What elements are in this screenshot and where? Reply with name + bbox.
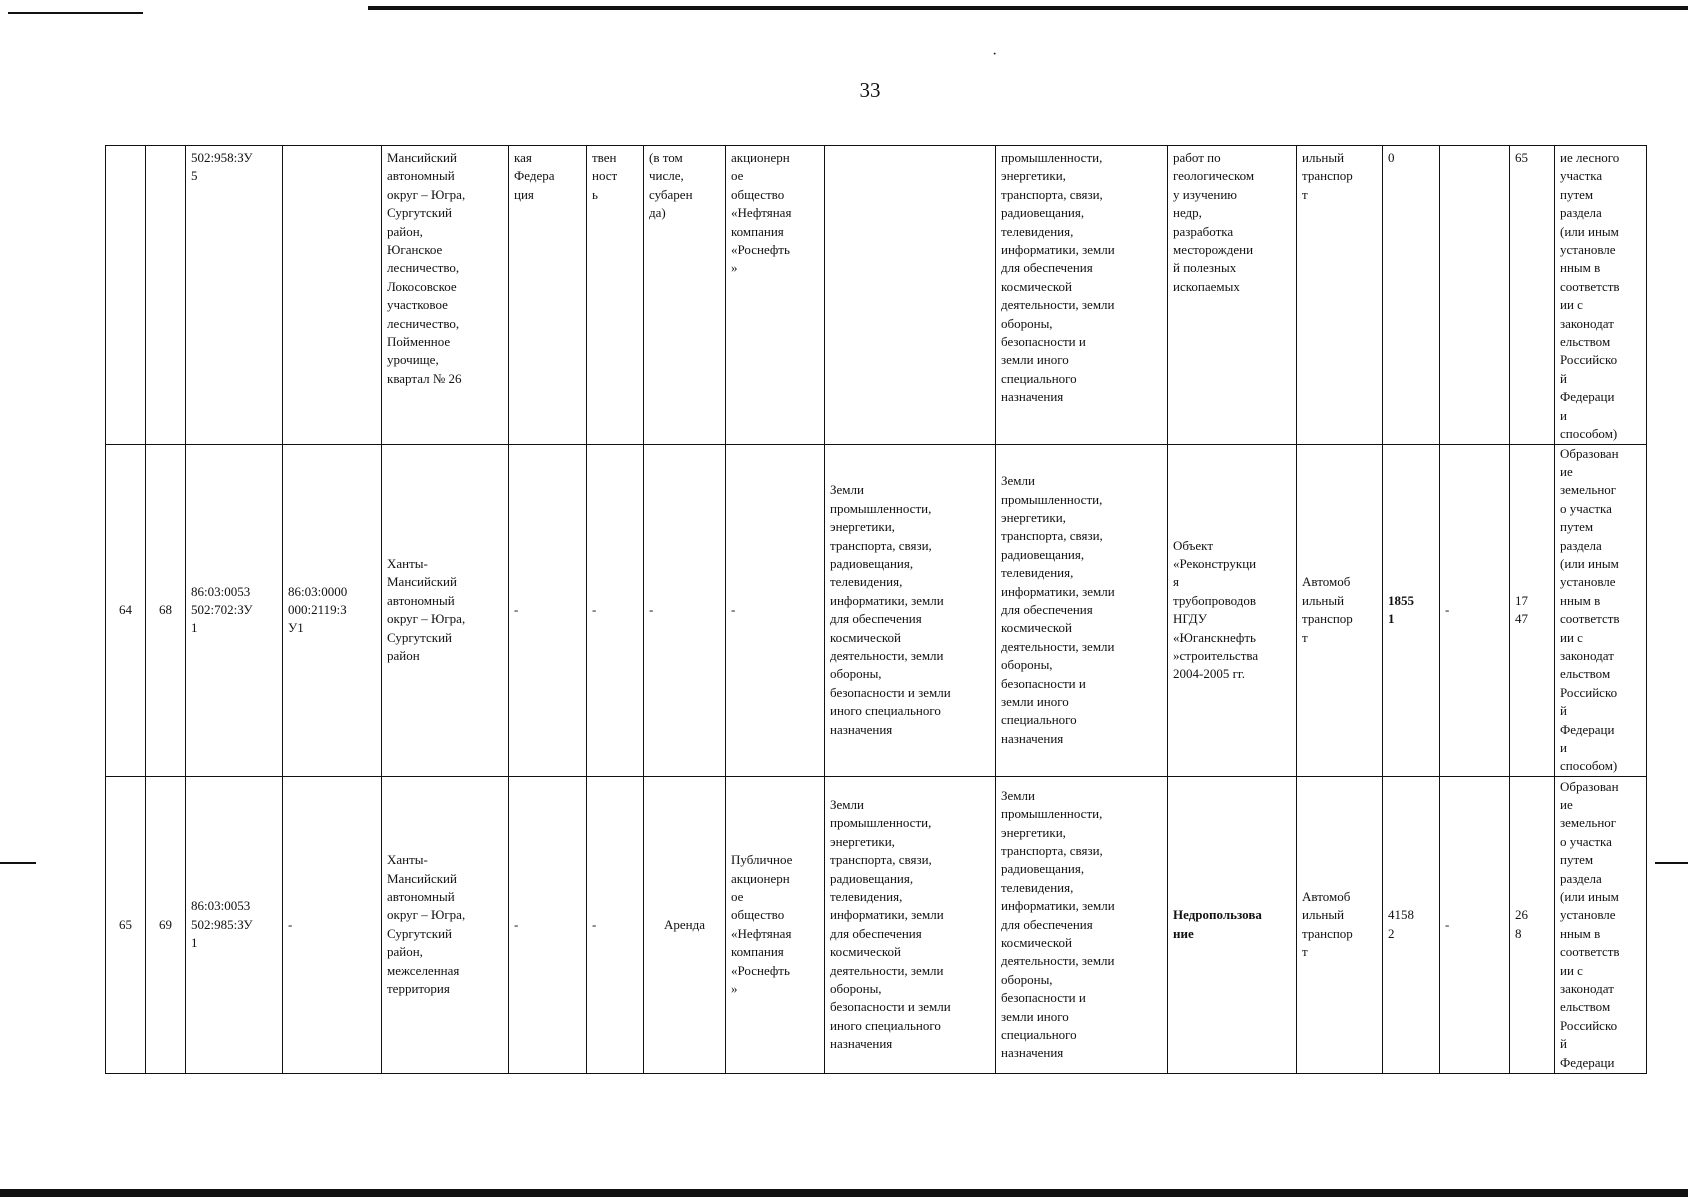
cell-area-existing: - — [1440, 444, 1510, 776]
cell-land-category-new: Земли промышленности, энергетики, транспорта, связи, радиовещания, телевидения, информатики, земли для обеспечения космической деятельности, земли обороны, безопасности и земли иного специального назначения — [996, 444, 1168, 776]
cell-area: 0 — [1383, 146, 1440, 445]
cell-encumbrance: - — [644, 444, 726, 776]
scan-edge-top-left — [8, 12, 143, 14]
cell-cadastral-number: 86:03:0053 502:985:ЗУ 1 — [186, 776, 283, 1073]
cell-source-cadastral-number: - — [283, 776, 382, 1073]
cell-area-formed: 65 — [1510, 146, 1555, 445]
cell-encumbrance: (в том числе, субарен да) — [644, 146, 726, 445]
cell-land-category: Земли промышленности, энергетики, транспорта, связи, радиовещания, телевидения, информатики, земли для обеспечения космической деятельности, земли обороны, безопасности и земли иного специального назначения — [825, 444, 996, 776]
cell-location: Ханты- Мансийский автономный округ – Югра, Сургутский район — [382, 444, 509, 776]
scan-edge-top — [368, 6, 1688, 10]
cell-right-type: - — [587, 444, 644, 776]
cell-row-number: 65 — [106, 776, 146, 1073]
land-register-table — [105, 145, 1647, 1074]
cell-item-number: 68 — [146, 444, 186, 776]
scan-dot: · — [992, 46, 998, 63]
cell-source-cadastral-number: 86:03:0000 000:2119:З У1 — [283, 444, 382, 776]
cell-right-type: твен ност ь — [587, 146, 644, 445]
cell-encumbrance: Аренда — [644, 776, 726, 1073]
cell-location: Мансийский автономный округ – Югра, Сургутский район, Юганское лесничество, Локосовское участковое лесничество, Пойменное урочище, квартал № 26 — [382, 146, 509, 445]
cell-land-category — [825, 146, 996, 445]
cell-area-existing: - — [1440, 776, 1510, 1073]
cell-land-category: Земли промышленности, энергетики, транспорта, связи, радиовещания, телевидения, информатики, земли для обеспечения космической деятельности, земли обороны, безопасности и земли иного специального назначения — [825, 776, 996, 1073]
cell-item-number: 69 — [146, 776, 186, 1073]
table-row — [106, 444, 1647, 776]
cell-area-existing — [1440, 146, 1510, 445]
cell-permitted-use: Недропользова ние — [1168, 776, 1297, 1073]
scan-edge-bottom — [0, 1189, 1688, 1197]
cell-land-category-new: промышленности, энергетики, транспорта, связи, радиовещания, телевидения, информатики, земли для обеспечения космической деятельности, земли обороны, безопасности и земли иного специального назначения — [996, 146, 1168, 445]
table-row — [106, 776, 1647, 1073]
cell-area: 4158 2 — [1383, 776, 1440, 1073]
cell-formation-method: Образован ие земельног о участка путем раздела (или иным установле нным в соответств ии с законодат ельством Российско й Федераци и способом) — [1555, 444, 1647, 776]
cell-item-number — [146, 146, 186, 445]
cell-purpose: Автомоб ильный транспор т — [1297, 776, 1383, 1073]
cell-right-type: - — [587, 776, 644, 1073]
cell-row-number — [106, 146, 146, 445]
cell-cadastral-number: 502:958:ЗУ 5 — [186, 146, 283, 445]
cell-land-category-new: Земли промышленности, энергетики, транспорта, связи, радиовещания, телевидения, информатики, земли для обеспечения космической деятельности, земли обороны, безопасности и земли иного специального назначения — [996, 776, 1168, 1073]
cell-permitted-use: Объект «Реконструкци я трубопроводов НГДУ «Юганскнефть »строительства 2004-2005 гг. — [1168, 444, 1297, 776]
cell-purpose: ильный транспор т — [1297, 146, 1383, 445]
cell-formation-method: ие лесного участка путем раздела (или иным установле нным в соответств ии с законодат ельством Российско й Федераци и способом) — [1555, 146, 1647, 445]
cell-formation-method: Образован ие земельног о участка путем раздела (или иным установле нным в соответств ии с законодат ельством Российско й Федераци — [1555, 776, 1647, 1073]
cell-rightholder: акционерн ое общество «Нефтяная компания «Роснефть » — [726, 146, 825, 445]
cell-location: Ханты- Мансийский автономный округ – Югра, Сургутский район, межселенная территория — [382, 776, 509, 1073]
cell-ownership: - — [509, 776, 587, 1073]
cell-area: 1855 1 — [1383, 444, 1440, 776]
page-number: 33 — [859, 78, 881, 102]
cell-area-formed: 17 47 — [1510, 444, 1555, 776]
cell-area-formed: 26 8 — [1510, 776, 1555, 1073]
cell-ownership: - — [509, 444, 587, 776]
cell-permitted-use: работ по геологическом у изучению недр, разработка месторождени й полезных ископаемых — [1168, 146, 1297, 445]
cell-purpose: Автомоб ильный транспор т — [1297, 444, 1383, 776]
cell-row-number: 64 — [106, 444, 146, 776]
scan-edge-left-mark — [0, 862, 36, 864]
cell-cadastral-number: 86:03:0053 502:702:ЗУ 1 — [186, 444, 283, 776]
table-row — [106, 146, 1647, 445]
cell-ownership: кая Федера ция — [509, 146, 587, 445]
cell-source-cadastral-number — [283, 146, 382, 445]
cell-rightholder: - — [726, 444, 825, 776]
cell-rightholder: Публичное акционерн ое общество «Нефтяная компания «Роснефть » — [726, 776, 825, 1073]
scan-edge-right-mark — [1655, 862, 1688, 864]
